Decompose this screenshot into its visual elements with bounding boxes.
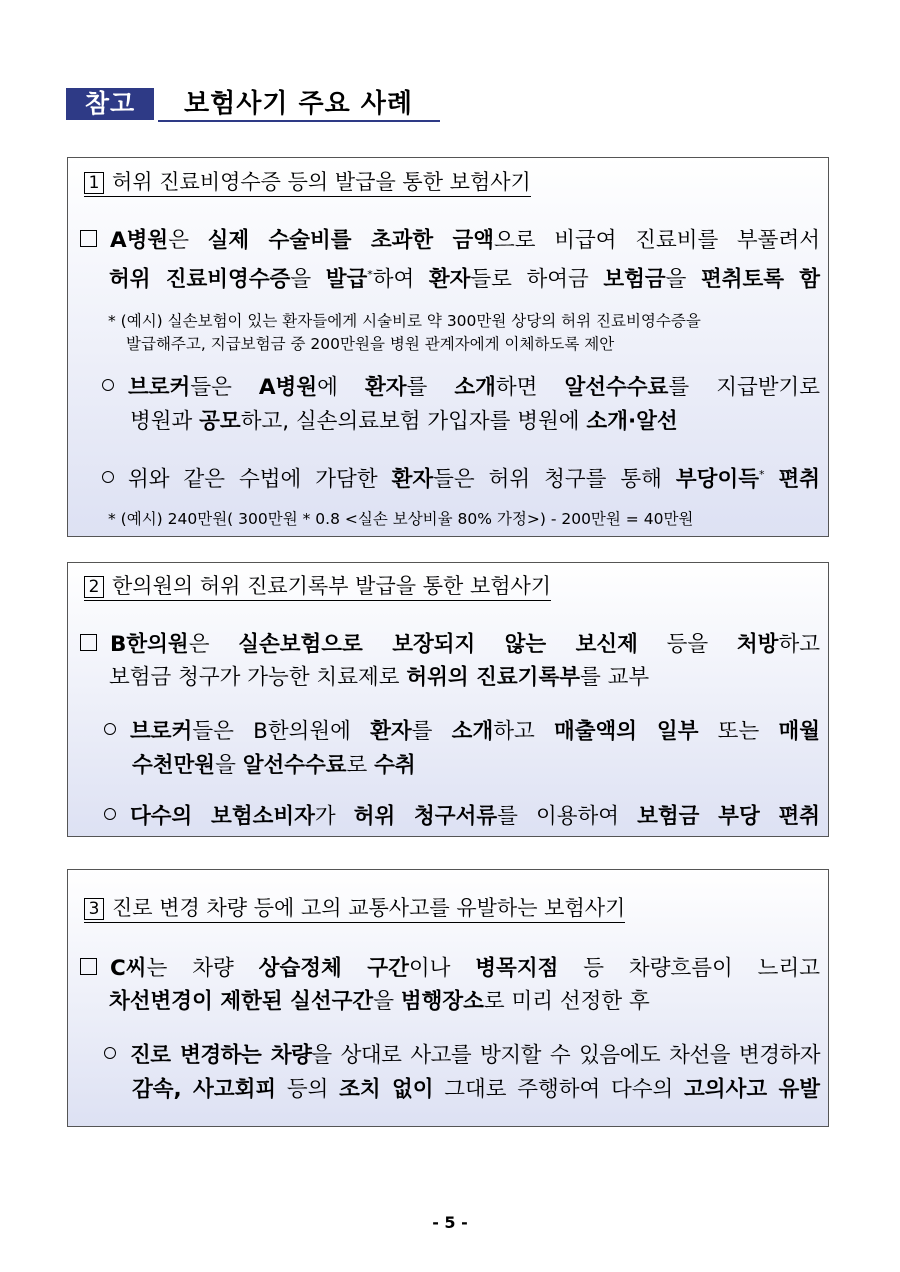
footnote: 발급해주고, 지급보험금 중 200만원을 병원 관계자에게 이체하도록 제안 xyxy=(126,335,615,353)
case-number-3: 3 xyxy=(84,898,104,920)
bullet-line: 다수의 보험소비자가 허위 청구서류를 이용하여 보험금 부당 편취 xyxy=(104,802,820,832)
case-heading-1 xyxy=(84,169,531,195)
case-box-1 xyxy=(67,157,829,537)
checkbox-square-icon xyxy=(80,230,97,247)
item-line: B한의원은 실손보험으로 보장되지 않는 보신제 등을 처방하고 xyxy=(80,630,820,660)
case-number-1: 1 xyxy=(84,172,104,194)
bullet-line: 브로커들은 B한의원에 환자를 소개하고 매출액의 일부 또는 매월 xyxy=(104,717,820,747)
case-title-2: 한의원의 허위 진료기록부 발급을 통한 보험사기 xyxy=(112,574,552,598)
case-title-3: 진로 변경 차량 등에 고의 교통사고를 유발하는 보험사기 xyxy=(112,896,626,920)
bullet-circle-icon xyxy=(104,723,116,735)
checkbox-square-icon xyxy=(80,958,97,975)
bullet-circle-icon xyxy=(102,471,114,483)
bullet-line: 브로커들은 A병원에 환자를 소개하면 알선수수료를 지급받기로 xyxy=(102,373,820,403)
item-line: C씨는 차량 상습정체 구간이나 병목지점 등 차량흐름이 느리고 xyxy=(80,954,820,984)
bullet-line: 병원과 공모하고, 실손의료보험 가입자를 병원에 소개·알선 xyxy=(130,409,678,434)
case-number-2: 2 xyxy=(84,576,104,598)
case-box-2 xyxy=(67,562,829,837)
item-line: 보험금 청구가 가능한 치료제로 허위의 진료기록부를 교부 xyxy=(109,665,650,690)
item-line: 차선변경이 제한된 실선구간을 범행장소로 미리 선정한 후 xyxy=(109,989,650,1014)
bullet-line: 진로 변경하는 차량을 상대로 사고를 방지할 수 있음에도 차선을 변경하자 xyxy=(104,1041,820,1071)
case-heading-2 xyxy=(84,573,551,599)
case-box-3 xyxy=(67,869,829,1127)
page-title: 보험사기 주요 사례 xyxy=(184,89,414,119)
reference-badge: 참고 xyxy=(66,88,154,120)
item-line: A병원은 실제 수술비를 초과한 금액으로 비급여 진료비를 부풀려서 xyxy=(80,226,820,256)
case-title-1: 허위 진료비영수증 등의 발급을 통한 보험사기 xyxy=(112,170,531,194)
bullet-circle-icon xyxy=(104,808,116,820)
item-line: 허위 진료비영수증을 발급*하여 환자들로 하여금 보험금을 편취토록 함 xyxy=(109,267,821,293)
page-number: - 5 - xyxy=(432,1213,468,1232)
footnote: * (예시) 실손보험이 있는 환자들에게 시술비로 약 300만원 상당의 허위 진료비영수증을 xyxy=(108,312,701,330)
footnote: * (예시) 240만원( 300만원 * 0.8 <실손 보상비율 80% 가정>) - 200만원 = 40만원 xyxy=(108,510,694,528)
bullet-line: 위와 같은 수법에 가담한 환자들은 허위 청구를 통해 부당이득* 편취 xyxy=(102,460,820,495)
case-heading-3 xyxy=(84,895,625,921)
bullet-line: 수천만원을 알선수수료로 수취 xyxy=(132,753,416,778)
checkbox-square-icon xyxy=(80,634,97,651)
bullet-line: 감속, 사고회피 등의 조치 없이 그대로 주행하여 다수의 고의사고 유발 xyxy=(132,1077,820,1102)
bullet-circle-icon xyxy=(104,1047,116,1059)
title-underline xyxy=(158,120,440,122)
page-title-row xyxy=(66,88,442,122)
bullet-circle-icon xyxy=(102,379,114,391)
